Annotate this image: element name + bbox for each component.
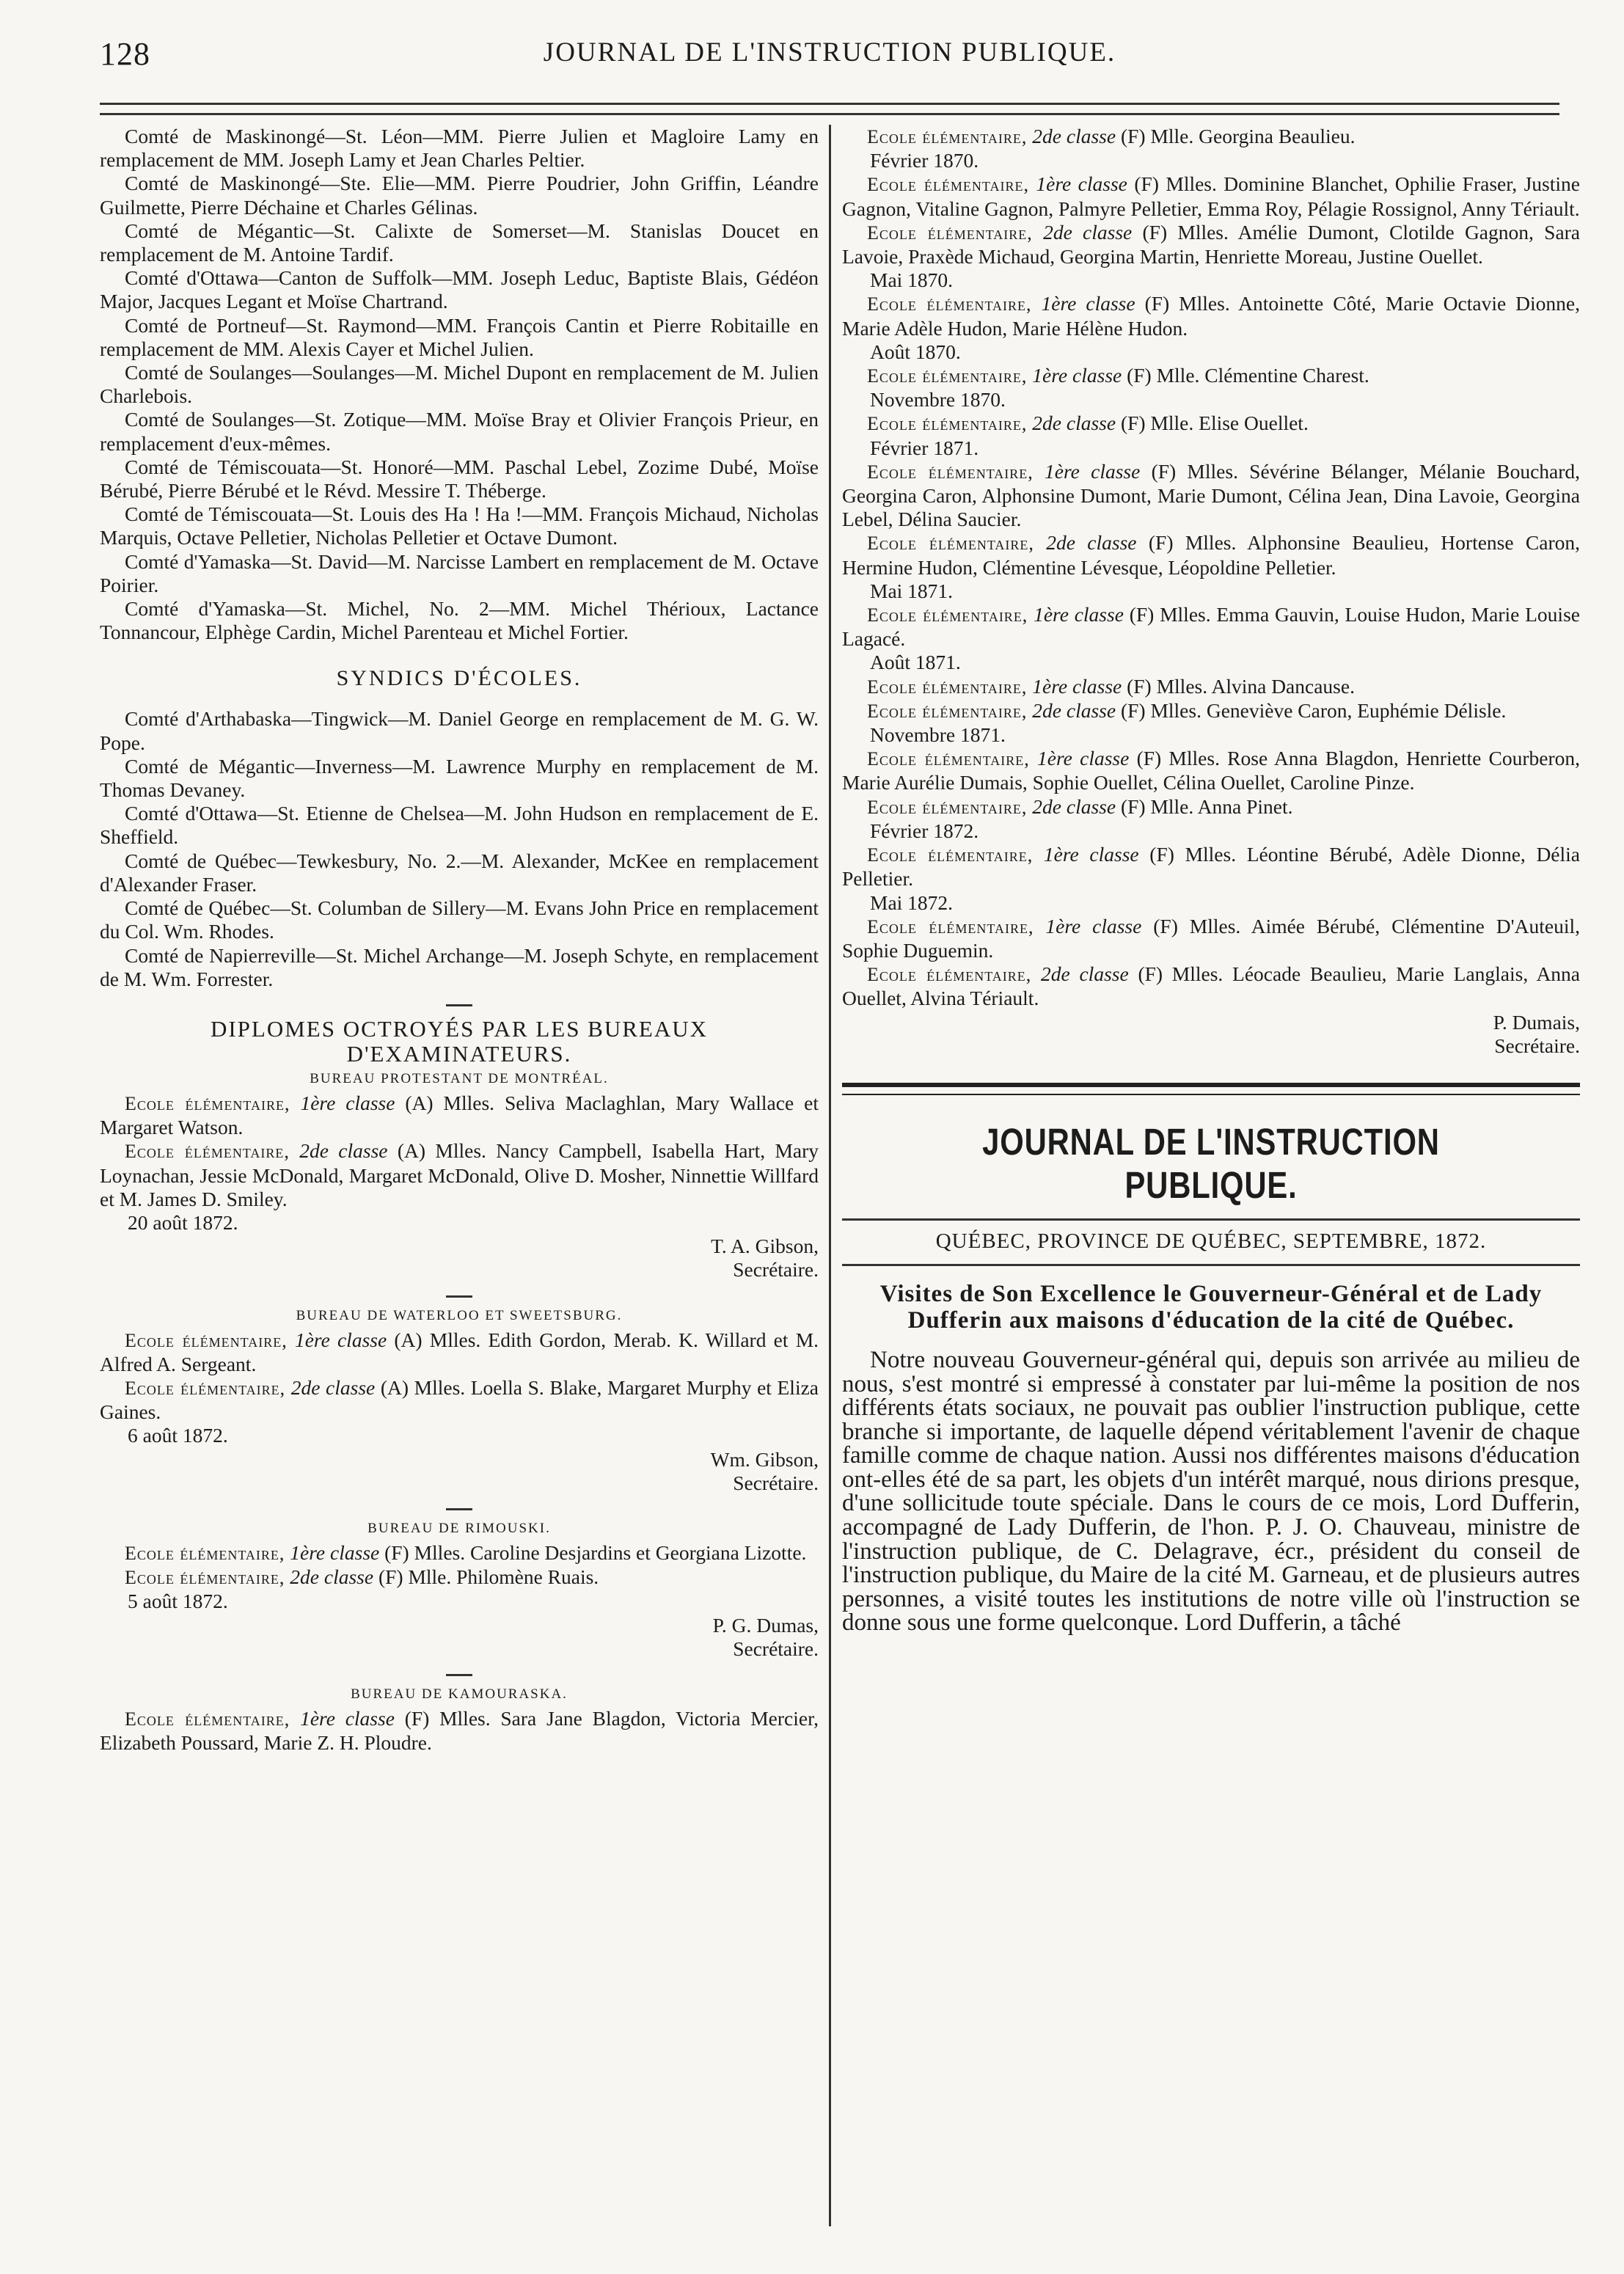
- syndics-list: [100, 707, 819, 990]
- journal-masthead: [842, 1083, 1580, 1266]
- class-label: 1ère classe: [1045, 914, 1142, 937]
- diploma-entry: [100, 1707, 819, 1755]
- class-label: 2de classe: [290, 1375, 376, 1399]
- diploma-names: (F) Mlles. Rose Anna Blagdon, Henriette Courberon, Marie Aurélie Dumais, Sophie Ouellet, Célina Ouellet, Caroline Pinze.: [842, 747, 1580, 794]
- diploma-entry: [842, 412, 1580, 436]
- signature-role: Secrétaire.: [733, 1258, 819, 1282]
- article-body: Notre nouveau Gouverneur-général qui, depuis son arrivée au milieu de nous, s'est montré si empressé à constater par lui-même la position de nos différents états sociaux, ne pouvait pas oublier l'instruction publique, cette branche si importante, de laquelle dépend véritablement l'avenir de chaque famille comme de chaque nation. Aussi nos différentes maisons d'éducation ont-elles été de sa part, les objets d'un intérêt marqué, nous dirions presque, d'une sollicitude toute spéciale. Dans le cours de ce mois, Lord Dufferin, accompagné de Lady Dufferin, de l'hon. P. J. O. Chauveau, ministre de l'instruction publique, de C. Delagrave, écr., président du conseil de l'instruction publique, du Maire de la cité M. Garneau, et de plusieurs autres personnes, a visité toutes les institutions de notre ville où l'instruction se donne sous une forme quelconque. Lord Dufferin, a tâché: [842, 1346, 1580, 1637]
- diploma-date: Mai 1872.: [870, 891, 954, 914]
- class-label: 2de classe: [1041, 962, 1129, 986]
- school-type-label: Ecole élémentaire,: [867, 222, 1033, 244]
- diploma-date: 20 août 1872.: [128, 1210, 238, 1234]
- signature-role: Secrétaire.: [1494, 1034, 1580, 1057]
- school-type-label: Ecole élémentaire,: [867, 604, 1028, 626]
- school-type-label: Ecole élémentaire,: [867, 461, 1034, 483]
- diploma-date: Février 1872.: [870, 819, 979, 842]
- section-dash: [446, 1295, 472, 1298]
- journal-dateline: QUÉBEC, PROVINCE DE QUÉBEC, SEPTEMBRE, 1872.: [935, 1229, 1487, 1253]
- left-column: [100, 125, 819, 2245]
- diploma-entry: [842, 364, 1580, 388]
- syndic-entry: Comté de Québec—Tewkesbury, No. 2.—M. Alexander, McKee en remplacement d'Alexander Fraser.: [100, 849, 819, 896]
- diploma-entry: [842, 531, 1580, 579]
- signature: Wm. Gibson,: [710, 1447, 819, 1471]
- syndic-entry: Comté d'Arthabaska—Tingwick—M. Daniel George en remplacement de M. G. W. Pope.: [100, 707, 819, 754]
- diploma-entry: [100, 1092, 819, 1139]
- school-type-label: Ecole élémentaire,: [125, 1141, 290, 1163]
- article-title: Visites de Son Excellence le Gouverneur-Général et de Lady Dufferin aux maisons d'éducation de la cité de Québec.: [879, 1280, 1543, 1334]
- diploma-names: (F) Mlles. Dominine Blanchet, Ophilie Fraser, Justine Gagnon, Vitaline Gagnon, Palmyre Pelletier, Emma Roy, Pélagie Rossignol, Anny Tériault.: [842, 172, 1580, 220]
- diploma-names: (A) Mlles. Edith Gordon, Merab. K. Willard et M. Alfred A. Sergeant.: [100, 1328, 819, 1375]
- class-label: 1ère classe: [1034, 603, 1124, 626]
- school-type-label: Ecole élémentaire,: [867, 676, 1028, 698]
- diploma-date: 6 août 1872.: [128, 1424, 228, 1447]
- diploma-entry: [842, 843, 1580, 891]
- school-type-label: Ecole élémentaire,: [867, 413, 1028, 435]
- class-label: 2de classe: [1032, 794, 1116, 818]
- appointment-entry: Comté d'Yamaska—St. Michel, No. 2—MM. Michel Thérioux, Lactance Tonnancour, Elphège Cardin, Michel Parenteau et Michel Fortier.: [100, 597, 819, 644]
- section-dash: [446, 1004, 472, 1006]
- diploma-entry: [842, 962, 1580, 1010]
- appointment-entry: Comté d'Yamaska—St. David—M. Narcisse Lambert en remplacement de M. Octave Poirier.: [100, 549, 819, 596]
- diploma-date: Août 1870.: [870, 340, 961, 363]
- signature: P. G. Dumas,: [712, 1613, 819, 1637]
- diploma-date: 5 août 1872.: [128, 1590, 228, 1613]
- class-label: 1ère classe: [1037, 747, 1130, 770]
- syndic-entry: Comté de Mégantic—Inverness—M. Lawrence Murphy en remplacement de M. Thomas Devaney.: [100, 754, 819, 802]
- appointment-entry: Comté de Mégantic—St. Calixte de Somerset—M. Stanislas Doucet en remplacement de M. Antoine Tardif.: [100, 219, 819, 266]
- diploma-entry: [100, 1328, 819, 1376]
- diploma-entry: [842, 747, 1580, 794]
- journal-title: JOURNAL DE L'INSTRUCTION PUBLIQUE.: [982, 1120, 1440, 1206]
- page-number: 128: [100, 36, 150, 72]
- appointment-entry: Comté d'Ottawa—Canton de Suffolk—MM. Joseph Leduc, Baptiste Blais, Gédéon Major, Jacques Legant et Moïse Chartrand.: [100, 266, 819, 313]
- class-label: 2de classe: [1032, 412, 1116, 435]
- class-label: 2de classe: [1043, 220, 1133, 244]
- school-type-label: Ecole élémentaire,: [125, 1708, 290, 1730]
- appointment-entry: Comté de Soulanges—Soulanges—M. Michel Dupont en remplacement de M. Julien Charlebois.: [100, 361, 819, 408]
- diploma-date: Mai 1870.: [870, 268, 954, 292]
- school-type-label: Ecole élémentaire,: [125, 1377, 286, 1399]
- diploma-date: Mai 1871.: [870, 579, 954, 602]
- diploma-date: Août 1871.: [870, 651, 961, 674]
- masthead-thin-rule: [842, 1264, 1580, 1266]
- class-label: 2de classe: [1032, 698, 1116, 722]
- bureau-rimouski-heading: BUREAU DE RIMOUSKI.: [367, 1520, 551, 1536]
- diploma-names: (F) Mlle. Georgina Beaulieu.: [1120, 125, 1356, 147]
- masthead-thin-rule: [842, 1218, 1580, 1221]
- diploma-names: (F) Mlles. Antoinette Côté, Marie Octavie Dionne, Marie Adèle Hudon, Marie Hélène Hudon.: [842, 292, 1580, 340]
- appointment-entry: Comté de Soulanges—St. Zotique—MM. Moïse Bray et Olivier François Prieur, en remplacement d'eux-mêmes.: [100, 408, 819, 455]
- class-label: 1ère classe: [294, 1328, 387, 1351]
- class-label: 1ère classe: [1045, 459, 1141, 483]
- diploma-entry: [842, 915, 1580, 962]
- bureau-waterloo-heading: BUREAU DE WATERLOO ET SWEETSBURG.: [296, 1307, 623, 1323]
- section-dash: [446, 1674, 472, 1676]
- diploma-names: (F) Mlles. Caroline Desjardins et Georgiana Lizotte.: [384, 1540, 807, 1564]
- diploma-names: (F) Mlles. Geneviève Caron, Euphémie Délisle.: [1120, 698, 1507, 722]
- class-label: 1ère classe: [1041, 292, 1135, 315]
- diploma-names: (A) Mlles. Nancy Campbell, Isabella Hart, Mary Loynachan, Jessie McDonald, Margaret McDonald, Olive D. Mosher, Ninnettie Willfard et M. James D. Smiley.: [100, 1139, 819, 1210]
- class-label: 2de classe: [290, 1565, 374, 1589]
- page-header: [100, 0, 1559, 110]
- section-dash: [446, 1508, 472, 1510]
- class-label: 1ère classe: [1043, 843, 1139, 866]
- diploma-names: (A) Mlles. Loella S. Blake, Margaret Murphy et Eliza Gaines.: [100, 1375, 819, 1424]
- diploma-date: Novembre 1871.: [870, 723, 1006, 747]
- signature: P. Dumais,: [1493, 1010, 1580, 1034]
- class-label: 1ère classe: [290, 1540, 380, 1564]
- school-type-label: Ecole élémentaire,: [867, 293, 1032, 315]
- school-type-label: Ecole élémentaire,: [867, 796, 1028, 818]
- diploma-names: (F) Mlles. Sara Jane Blagdon, Victoria Mercier, Elizabeth Poussard, Marie Z. H. Ploudre.: [100, 1706, 819, 1755]
- diploma-date: Février 1871.: [870, 436, 979, 459]
- diploma-names: (F) Mlles. Aimée Bérubé, Clémentine D'Auteuil, Sophie Duguemin.: [842, 914, 1580, 962]
- school-type-label: Ecole élémentaire,: [125, 1567, 285, 1589]
- class-label: 2de classe: [1032, 125, 1116, 147]
- diploma-names: (F) Mlles. Léontine Bérubé, Adèle Dionne, Délia Pelletier.: [842, 843, 1580, 891]
- diploma-names: (F) Mlle. Anna Pinet.: [1120, 794, 1293, 818]
- diploma-names: (F) Mlles. Amélie Dumont, Clotilde Gagnon, Sara Lavoie, Praxède Michaud, Georgina Martin, Henriette Moreau, Justine Ouellet.: [842, 220, 1580, 268]
- school-type-label: Ecole élémentaire,: [867, 964, 1032, 986]
- school-type-label: Ecole élémentaire,: [867, 533, 1034, 555]
- class-label: 1ère classe: [1036, 172, 1127, 196]
- class-label: 1ère classe: [300, 1706, 395, 1730]
- diploma-entry: [100, 1376, 819, 1424]
- appointment-entry: Comté de Maskinongé—St. Léon—MM. Pierre Julien et Magloire Lamy en remplacement de MM. Joseph Lamy et Jean Charles Peltier.: [100, 125, 819, 172]
- class-label: 2de classe: [1046, 531, 1137, 555]
- column-divider: [829, 125, 831, 2226]
- appointments-list: [100, 125, 819, 644]
- school-type-label: Ecole élémentaire,: [867, 174, 1029, 196]
- diploma-entry: [100, 1565, 819, 1590]
- diploma-entry: [842, 172, 1580, 220]
- two-column-body: [100, 125, 1580, 2245]
- diploma-names: (F) Mlle. Clémentine Charest.: [1127, 364, 1369, 387]
- diploma-entry: [100, 1139, 819, 1211]
- syndic-entry: Comté d'Ottawa—St. Etienne de Chelsea—M. John Hudson en remplacement de E. Sheffield.: [100, 802, 819, 849]
- signature-role: Secrétaire.: [733, 1637, 819, 1660]
- school-type-label: Ecole élémentaire,: [867, 748, 1030, 770]
- diploma-entry: [842, 292, 1580, 340]
- class-label: 1ère classe: [1032, 674, 1122, 698]
- diploma-date: Février 1870.: [870, 149, 979, 172]
- masthead-rule: [842, 1083, 1580, 1095]
- diploma-entry: [100, 1541, 819, 1565]
- diploma-names: (F) Mlles. Léocade Beaulieu, Marie Langlais, Anna Ouellet, Alvina Tériault.: [842, 962, 1580, 1010]
- diploma-names: (F) Mlles. Alphonsine Beaulieu, Hortense Caron, Hermine Hudon, Clémentine Lévesque, Léopoldine Pelletier.: [842, 531, 1580, 579]
- syndic-entry: Comté de Québec—St. Columban de Sillery—M. Evans John Price en remplacement du Col. Wm. Rhodes.: [100, 896, 819, 943]
- diploma-entry: [842, 795, 1580, 819]
- kamouraska-diploma-list: [842, 125, 1580, 1011]
- school-type-label: Ecole élémentaire,: [867, 365, 1028, 387]
- class-label: 1ère classe: [300, 1091, 395, 1114]
- diploma-names: (F) Mlle. Elise Ouellet.: [1120, 412, 1309, 435]
- diploma-entry: [842, 675, 1580, 699]
- class-label: 1ère classe: [1032, 364, 1122, 387]
- class-label: 2de classe: [299, 1139, 388, 1163]
- school-type-label: Ecole élémentaire,: [867, 700, 1028, 722]
- diploma-names: (F) Mlle. Philomène Ruais.: [378, 1565, 599, 1589]
- running-title: JOURNAL DE L'INSTRUCTION PUBLIQUE.: [543, 37, 1116, 67]
- diploma-date: Novembre 1870.: [870, 388, 1006, 412]
- school-type-label: Ecole élémentaire,: [867, 844, 1034, 866]
- diploma-names: (F) Mlles. Emma Gauvin, Louise Hudon, Marie Louise Lagacé.: [842, 603, 1580, 651]
- diploma-entry: [842, 125, 1580, 149]
- school-type-label: Ecole élémentaire,: [125, 1092, 290, 1114]
- diploma-names: (A) Mlles. Seliva Maclaghlan, Mary Wallace et Margaret Watson.: [100, 1091, 819, 1139]
- school-type-label: Ecole élémentaire,: [867, 915, 1034, 937]
- school-type-label: Ecole élémentaire,: [125, 1329, 288, 1351]
- appointment-entry: Comté de Maskinongé—Ste. Elie—MM. Pierre Poudrier, John Griffin, Léandre Guilmette, Pierre Déchaine et Charles Gélinas.: [100, 172, 819, 219]
- diploma-names: (F) Mlles. Sévérine Bélanger, Mélanie Bouchard, Georgina Caron, Alphonsine Dumont, Marie Dumont, Célina Jean, Dina Lavoie, Georgina Lebel, Délina Saucier.: [842, 459, 1580, 531]
- diploma-names: (F) Mlles. Alvina Dancause.: [1127, 674, 1355, 698]
- bureau-montreal-heading: BUREAU PROTESTANT DE MONTRÉAL.: [310, 1070, 609, 1086]
- diploma-entry: [842, 699, 1580, 723]
- appointment-entry: Comté de Portneuf—St. Raymond—MM. François Cantin et Pierre Robitaille en remplacement de MM. Alexis Cayer et Michel Julien.: [100, 313, 819, 360]
- diploma-entry: [842, 221, 1580, 268]
- diploma-entry: [842, 603, 1580, 651]
- signature: T. A. Gibson,: [711, 1235, 819, 1258]
- syndics-heading: SYNDICS D'ÉCOLES.: [336, 666, 582, 691]
- school-type-label: Ecole élémentaire,: [867, 126, 1028, 147]
- school-type-label: Ecole élémentaire,: [125, 1542, 285, 1564]
- bureau-kamouraska-heading: BUREAU DE KAMOURASKA.: [351, 1686, 568, 1702]
- appointment-entry: Comté de Témiscouata—St. Louis des Ha ! Ha !—MM. François Michaud, Nicholas Marquis, Octave Pelletier, Nicholas Pelletier et Octave Dumont.: [100, 502, 819, 549]
- syndic-entry: Comté de Napierreville—St. Michel Archange—M. Joseph Schyte, en remplacement de M. Wm. Forrester.: [100, 943, 819, 990]
- right-column: [842, 125, 1580, 2245]
- diplomes-heading: DIPLOMES OCTROYÉS PAR LES BUREAUX D'EXAMINATEURS.: [210, 1015, 709, 1067]
- diploma-entry: [842, 460, 1580, 532]
- header-double-rule: [100, 103, 1559, 115]
- signature-role: Secrétaire.: [733, 1471, 819, 1494]
- appointment-entry: Comté de Témiscouata—St. Honoré—MM. Paschal Lebel, Zozime Dubé, Moïse Bérubé, Pierre Bérubé et le Révd. Messire T. Théberge.: [100, 455, 819, 502]
